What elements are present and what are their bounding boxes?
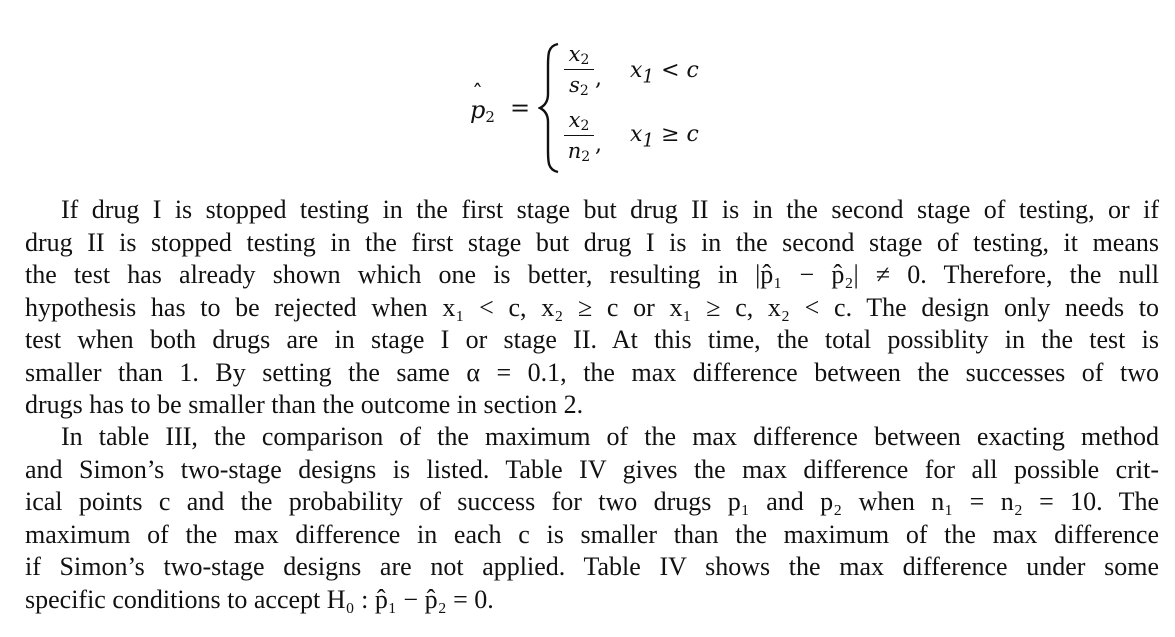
- case1-denominator-sub: 2: [579, 83, 589, 100]
- case1-numerator-sub: 2: [580, 52, 590, 68]
- case2-numerator-sub: 2: [580, 118, 590, 134]
- equation-lhs: [470, 96, 495, 126]
- paragraph-2-line: and Simon’s two-stage designs is listed. Table IV gives the max difference for all possible crit-: [25, 454, 1159, 484]
- case1-condition: $x_1 < c$: [630, 58, 699, 88]
- case2-denominator: n: [567, 139, 582, 164]
- p-hat-symbol: ˆ p: [470, 96, 485, 124]
- case1-comma: ,: [595, 66, 602, 91]
- case1-numerator: x: [568, 42, 581, 66]
- paragraph-1-line: smaller than 1. By setting the same α = 0.1, the max difference between the successes of two: [25, 357, 1159, 387]
- paragraph-1-line: drugs has to be smaller than the outcome in section 2.: [25, 390, 584, 419]
- paragraph-2-line: if Simon’s two-stage designs are not applied. Table IV shows the max difference under some: [25, 552, 1159, 581]
- case2-comma: ,: [595, 132, 602, 157]
- paragraph-2-line: In table III, the comparison of the maximum of the max difference between exacting method: [61, 422, 1159, 451]
- case2-denominator-sub: 2: [581, 149, 591, 166]
- paragraph-1-line: test when both drugs are in stage I or stage II. At this time, the total possiblity in the test is: [25, 325, 1159, 354]
- paragraph-1-line: If drug I is stopped testing in the first stage but drug II is in the second stage of testing, or if: [61, 195, 1159, 224]
- case2-condition: $x_1 \ge c$: [630, 122, 699, 152]
- case2-numerator: x: [568, 108, 581, 132]
- paragraph-2-line: maximum of the max difference in each c is smaller than the maximum of the max difference: [25, 519, 1159, 549]
- equation-equals: =: [510, 94, 531, 122]
- equation-p2-hat: [470, 38, 790, 178]
- p-hat-subscript: 2: [485, 108, 495, 126]
- paragraph-2-line: ical points c and the probability of success for two drugs p₁ and p₂ when n₁ = n₂ = 10. The: [25, 487, 1159, 516]
- paragraph-1-line: drug II is stopped testing in the first stage but drug I is in the second stage of testing, it means: [25, 227, 1159, 257]
- paragraph-1-line: hypothesis has to be rejected when x₁ < c, x₂ ≥ c or x₁ ≥ c, x₂ < c. The design only needs to: [25, 292, 1159, 322]
- paragraph-2-line: specific conditions to accept H₀ : p̂₁ − p̂₂ = 0.: [25, 584, 494, 614]
- case1-fraction: [562, 42, 596, 100]
- case2-fraction: [562, 108, 596, 166]
- paragraph-2: [25, 421, 1159, 616]
- case1-denominator: s: [569, 73, 580, 98]
- paragraph-1: [25, 194, 1159, 422]
- paragraph-1-line: the test has already shown which one is better, resulting in |p̂₁ − p̂₂| ≠ 0. Therefore, the null: [25, 260, 1159, 289]
